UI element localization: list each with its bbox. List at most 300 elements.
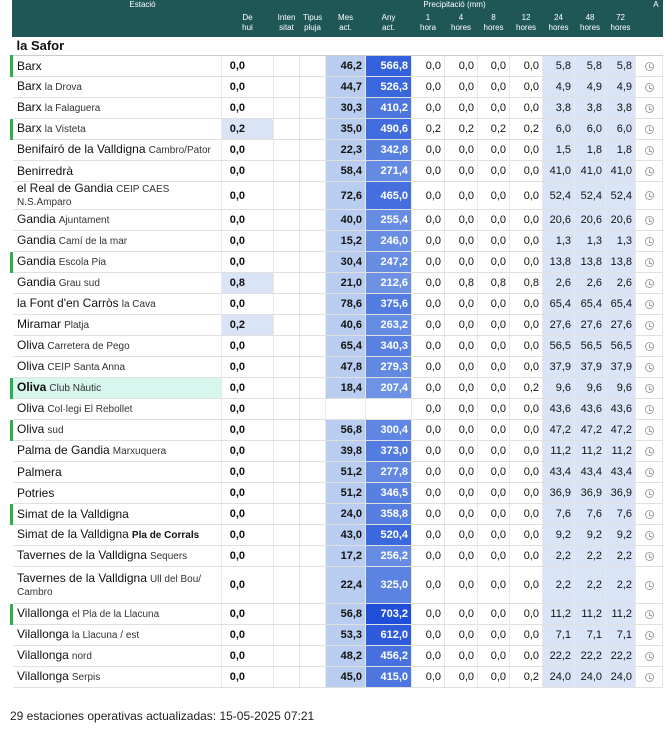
station-name[interactable]: Vilallonga [17, 606, 69, 620]
rain-type-value [300, 231, 326, 252]
month-value: 56,8 [326, 604, 366, 625]
hours-value-6: 11,2 [606, 441, 636, 462]
history-cell[interactable] [636, 119, 663, 140]
hours-value-2: 0,0 [478, 140, 510, 161]
hours-value-6: 11,2 [606, 604, 636, 625]
rain-type-value [300, 315, 326, 336]
year-value: 375,6 [366, 294, 412, 315]
clock-icon[interactable] [645, 62, 654, 71]
hours-value-4: 56,5 [543, 336, 575, 357]
station-name[interactable]: Gandia [17, 233, 56, 247]
station-location: Pla de Corrals [131, 530, 200, 541]
hours-value-5: 47,2 [575, 420, 606, 441]
hours-value-5: 24,0 [575, 667, 606, 688]
hours-value-3: 0,2 [510, 378, 543, 399]
station-name[interactable]: Miramar [17, 317, 61, 331]
hours-value-4: 7,1 [543, 625, 575, 646]
month-value: 30,4 [326, 252, 366, 273]
station-name[interactable]: Barx [17, 79, 42, 93]
clock-icon[interactable] [645, 237, 654, 246]
clock-icon[interactable] [645, 300, 654, 309]
hours-value-5: 52,4 [575, 182, 606, 210]
year-value: 212,6 [366, 273, 412, 294]
hours-value-0: 0,0 [412, 399, 445, 420]
hours-value-1: 0,0 [445, 567, 478, 604]
intensity-value [274, 483, 300, 504]
hours-value-4: 2,2 [543, 567, 575, 604]
year-value: 358,8 [366, 504, 412, 525]
station-name[interactable]: Simat de la Valldigna [17, 506, 129, 521]
history-cell[interactable] [636, 336, 663, 357]
col-header-line1: Inten [277, 13, 296, 22]
hours-value-1: 0,0 [445, 483, 478, 504]
station-name-cell[interactable] [12, 140, 222, 161]
month-value: 72,6 [326, 182, 366, 210]
table-row[interactable] [12, 625, 663, 646]
col-header-10[interactable] [575, 9, 606, 37]
hours-value-6: 47,2 [606, 420, 636, 441]
clock-icon[interactable] [645, 489, 654, 498]
clock-icon[interactable] [645, 146, 654, 155]
station-name-cell[interactable] [12, 294, 222, 315]
station-location: la Falaguera [44, 103, 101, 114]
hours-value-2: 0,0 [478, 378, 510, 399]
rain-type-value [300, 646, 326, 667]
hours-value-2: 0,0 [478, 294, 510, 315]
table-row[interactable] [12, 567, 663, 604]
col-header-5[interactable] [412, 9, 445, 37]
table-row[interactable] [12, 77, 663, 98]
station-name-cell[interactable] [12, 336, 222, 357]
hours-value-0: 0,0 [412, 667, 445, 688]
hours-value-0: 0,0 [412, 252, 445, 273]
hours-value-0: 0,0 [412, 378, 445, 399]
hours-value-1: 0,0 [445, 231, 478, 252]
clock-icon[interactable] [645, 125, 654, 134]
history-cell[interactable] [636, 399, 663, 420]
station-name-cell[interactable] [12, 667, 222, 688]
station-name[interactable]: Barx [17, 100, 42, 114]
hours-value-3: 0,0 [510, 525, 543, 546]
hours-value-5: 65,4 [575, 294, 606, 315]
station-name[interactable]: Benifairó de la Valldigna [17, 142, 146, 156]
hours-value-2: 0,2 [478, 119, 510, 140]
hours-value-1: 0,0 [445, 182, 478, 210]
year-value [366, 399, 412, 420]
today-value: 0,0 [222, 98, 274, 119]
hours-value-0: 0,0 [412, 441, 445, 462]
station-name[interactable]: Oliva [17, 359, 45, 373]
station-name[interactable]: Simat de la Valldigna [17, 527, 129, 541]
table-row[interactable] [12, 182, 663, 210]
hours-value-4: 65,4 [543, 294, 575, 315]
history-cell[interactable] [636, 273, 663, 294]
history-cell[interactable] [636, 667, 663, 688]
station-name-cell[interactable] [12, 567, 222, 604]
station-name-cell[interactable] [12, 378, 222, 399]
clock-icon[interactable] [645, 631, 654, 640]
history-cell[interactable] [636, 56, 663, 77]
station-name-cell[interactable] [12, 182, 222, 210]
table-row[interactable] [12, 604, 663, 625]
month-value: 43,0 [326, 525, 366, 546]
hours-value-0: 0,0 [412, 462, 445, 483]
table-row[interactable] [12, 336, 663, 357]
station-name-cell[interactable] [12, 504, 222, 525]
history-cell[interactable] [636, 462, 663, 483]
hours-value-5: 56,5 [575, 336, 606, 357]
hours-value-3: 0,0 [510, 567, 543, 604]
hours-value-6: 2,2 [606, 546, 636, 567]
today-value: 0,0 [222, 567, 274, 604]
station-name-cell[interactable] [12, 56, 222, 77]
month-value: 40,6 [326, 315, 366, 336]
header-row-top [12, 0, 663, 9]
today-value: 0,0 [222, 483, 274, 504]
table-row[interactable] [12, 210, 663, 231]
hours-value-5: 2,2 [575, 546, 606, 567]
hours-value-0: 0,0 [412, 98, 445, 119]
table-row[interactable] [12, 273, 663, 294]
history-cell[interactable] [636, 77, 663, 98]
hours-value-6: 65,4 [606, 294, 636, 315]
history-cell[interactable] [636, 483, 663, 504]
hours-value-0: 0,0 [412, 182, 445, 210]
history-cell[interactable] [636, 294, 663, 315]
hours-value-5: 2,2 [575, 567, 606, 604]
year-value: 325,0 [366, 567, 412, 604]
history-cell[interactable] [636, 140, 663, 161]
hours-value-6: 13,8 [606, 252, 636, 273]
col-header-3[interactable] [326, 9, 366, 37]
table-row[interactable] [12, 294, 663, 315]
month-value: 58,4 [326, 161, 366, 182]
table-row[interactable] [12, 357, 663, 378]
hours-value-0: 0,0 [412, 504, 445, 525]
station-name-cell[interactable] [12, 77, 222, 98]
station-name[interactable]: Oliva [17, 380, 47, 394]
table-row[interactable] [12, 119, 663, 140]
table-row[interactable] [12, 378, 663, 399]
rain-type-value [300, 182, 326, 210]
hours-value-6: 2,6 [606, 273, 636, 294]
col-header-11[interactable] [606, 9, 636, 37]
station-name-cell[interactable] [12, 462, 222, 483]
month-value: 44,7 [326, 77, 366, 98]
station-name-cell[interactable] [12, 399, 222, 420]
today-value: 0,2 [222, 119, 274, 140]
hours-value-6: 43,4 [606, 462, 636, 483]
clock-icon[interactable] [645, 405, 654, 414]
col-header-1[interactable] [274, 9, 300, 37]
hours-value-1: 0,8 [445, 273, 478, 294]
station-name-cell[interactable] [12, 357, 222, 378]
clock-icon[interactable] [645, 191, 654, 200]
station-name[interactable]: Potries [17, 485, 55, 500]
station-name-cell[interactable] [12, 98, 222, 119]
hours-value-3: 0,0 [510, 504, 543, 525]
station-name-cell[interactable] [12, 646, 222, 667]
station-name-cell[interactable] [12, 273, 222, 294]
col-header-8[interactable] [510, 9, 543, 37]
hours-value-0: 0,0 [412, 625, 445, 646]
col-header-line1: Tipus [302, 13, 323, 22]
clock-icon[interactable] [645, 258, 654, 267]
hours-value-3: 0,0 [510, 357, 543, 378]
table-row[interactable] [12, 441, 663, 462]
clock-icon[interactable] [645, 610, 654, 619]
table-row[interactable] [12, 98, 663, 119]
station-name[interactable]: Gandia [17, 275, 56, 289]
hours-value-5: 27,6 [575, 315, 606, 336]
table-row[interactable] [12, 399, 663, 420]
station-name-cell[interactable] [12, 161, 222, 182]
hours-value-5: 3,8 [575, 98, 606, 119]
intensity-value [274, 546, 300, 567]
col-header-line2: pluja [304, 23, 321, 32]
table-row[interactable] [12, 161, 663, 182]
history-cell[interactable] [636, 252, 663, 273]
col-header-line1: Mes [337, 13, 354, 22]
station-name-cell[interactable] [12, 231, 222, 252]
clock-icon[interactable] [645, 652, 654, 661]
year-value: 520,4 [366, 525, 412, 546]
station-name[interactable]: Oliva [17, 401, 45, 415]
clock-icon[interactable] [645, 581, 654, 590]
clock-icon[interactable] [645, 342, 654, 351]
station-name-cell[interactable] [12, 210, 222, 231]
station-name-cell[interactable] [12, 604, 222, 625]
history-cell[interactable] [636, 604, 663, 625]
table-row[interactable] [12, 420, 663, 441]
month-value: 30,3 [326, 98, 366, 119]
table-row[interactable] [12, 546, 663, 567]
today-value: 0,0 [222, 336, 274, 357]
station-name[interactable]: Barx [17, 121, 42, 135]
hours-value-2: 0,8 [478, 273, 510, 294]
hours-value-6: 52,4 [606, 182, 636, 210]
station-name[interactable]: Barx [17, 58, 42, 73]
history-cell[interactable] [636, 646, 663, 667]
station-name[interactable]: Palma de Gandia [17, 443, 110, 457]
hours-value-3: 0,0 [510, 625, 543, 646]
hours-value-0: 0,0 [412, 315, 445, 336]
hours-value-5: 1,8 [575, 140, 606, 161]
station-location: Camí de la mar [58, 236, 128, 247]
station-name-cell[interactable] [12, 625, 222, 646]
rain-type-value [300, 525, 326, 546]
clock-icon[interactable] [645, 104, 654, 113]
history-cell[interactable] [636, 378, 663, 399]
hours-value-5: 7,6 [575, 504, 606, 525]
year-value: 300,4 [366, 420, 412, 441]
month-value: 40,0 [326, 210, 366, 231]
hours-value-1: 0,0 [445, 399, 478, 420]
col-header-4[interactable] [366, 9, 412, 37]
station-name[interactable]: Gandia [17, 212, 56, 226]
clock-icon[interactable] [645, 468, 654, 477]
table-row[interactable] [12, 462, 663, 483]
hours-value-6: 2,2 [606, 567, 636, 604]
history-cell[interactable] [636, 161, 663, 182]
history-cell[interactable] [636, 315, 663, 336]
table-row[interactable] [12, 667, 663, 688]
station-name[interactable]: Gandia [17, 254, 56, 268]
history-cell[interactable] [636, 625, 663, 646]
year-value: 277,8 [366, 462, 412, 483]
station-name[interactable]: Vilallonga [17, 669, 69, 683]
clock-icon[interactable] [645, 426, 654, 435]
year-value: 340,3 [366, 336, 412, 357]
history-cell[interactable] [636, 441, 663, 462]
hours-value-5: 9,2 [575, 525, 606, 546]
hours-value-3: 0,0 [510, 420, 543, 441]
history-cell[interactable] [636, 525, 663, 546]
hours-value-2: 0,0 [478, 625, 510, 646]
history-cell[interactable] [636, 182, 663, 210]
hours-value-1: 0,0 [445, 210, 478, 231]
col-header-line1: 12 [521, 13, 531, 22]
col-header-line2: act. [339, 23, 352, 32]
history-cell[interactable] [636, 98, 663, 119]
station-name[interactable]: Oliva [17, 422, 45, 436]
hours-value-2: 0,0 [478, 77, 510, 98]
hours-value-0: 0,0 [412, 525, 445, 546]
col-header-2[interactable] [300, 9, 326, 37]
station-name-cell[interactable] [12, 546, 222, 567]
hours-value-1: 0,0 [445, 56, 478, 77]
clock-icon[interactable] [645, 673, 654, 682]
hours-value-2: 0,0 [478, 420, 510, 441]
month-value: 51,2 [326, 462, 366, 483]
station-name[interactable]: la Font d'en Carròs [17, 296, 119, 310]
station-name[interactable]: Vilallonga [17, 627, 69, 641]
month-value: 65,4 [326, 336, 366, 357]
col-header-line1: 4 [458, 13, 464, 22]
hours-value-3: 0,0 [510, 604, 543, 625]
clock-icon[interactable] [645, 510, 654, 519]
station-name-cell[interactable] [12, 483, 222, 504]
station-name[interactable]: Tavernes de la Valldigna [17, 570, 147, 585]
hours-value-0: 0,0 [412, 77, 445, 98]
history-cell[interactable] [636, 420, 663, 441]
today-value: 0,0 [222, 625, 274, 646]
hours-value-4: 41,0 [543, 161, 575, 182]
history-cell[interactable] [636, 357, 663, 378]
station-name-cell[interactable] [12, 420, 222, 441]
history-cell[interactable] [636, 231, 663, 252]
station-name-cell[interactable] [12, 252, 222, 273]
col-header-line2: hui [242, 23, 253, 32]
clock-icon[interactable] [645, 321, 654, 330]
table-row[interactable] [12, 646, 663, 667]
clock-icon[interactable] [645, 83, 654, 92]
clock-icon[interactable] [645, 363, 654, 372]
table-row[interactable] [12, 504, 663, 525]
hours-value-3: 0,0 [510, 441, 543, 462]
intensity-value [274, 56, 300, 77]
clock-icon[interactable] [645, 447, 654, 456]
hours-value-3: 0,8 [510, 273, 543, 294]
today-value: 0,0 [222, 462, 274, 483]
clock-icon[interactable] [645, 216, 654, 225]
station-name[interactable]: Oliva [17, 338, 45, 352]
station-name[interactable]: Vilallonga [17, 648, 69, 662]
table-row[interactable] [12, 525, 663, 546]
rain-type-value [300, 140, 326, 161]
year-value: 246,0 [366, 231, 412, 252]
hours-value-6: 9,6 [606, 378, 636, 399]
station-name[interactable]: Tavernes de la Valldigna [17, 548, 147, 562]
hours-value-5: 13,8 [575, 252, 606, 273]
col-header-7[interactable] [478, 9, 510, 37]
hours-value-6: 9,2 [606, 525, 636, 546]
month-value: 22,3 [326, 140, 366, 161]
station-name[interactable]: Benirredrà [17, 163, 74, 178]
rain-type-value [300, 294, 326, 315]
table-row[interactable] [12, 140, 663, 161]
history-cell[interactable] [636, 210, 663, 231]
station-name[interactable]: Palmera [17, 464, 62, 479]
month-value: 51,2 [326, 483, 366, 504]
hours-value-3: 0,0 [510, 646, 543, 667]
history-cell[interactable] [636, 504, 663, 525]
clock-icon[interactable] [645, 167, 654, 176]
year-value: 465,0 [366, 182, 412, 210]
table-row[interactable] [12, 252, 663, 273]
station-name-cell[interactable] [12, 315, 222, 336]
intensity-value [274, 399, 300, 420]
hours-value-5: 4,9 [575, 77, 606, 98]
hours-value-0: 0,2 [412, 119, 445, 140]
today-value: 0,8 [222, 273, 274, 294]
table-row[interactable] [12, 56, 663, 77]
year-value: 247,2 [366, 252, 412, 273]
table-row[interactable] [12, 483, 663, 504]
col-header-6[interactable] [445, 9, 478, 37]
table-row[interactable] [12, 231, 663, 252]
table-row[interactable] [12, 315, 663, 336]
col-header-0[interactable] [222, 9, 274, 37]
rain-type-value [300, 504, 326, 525]
today-value: 0,0 [222, 504, 274, 525]
clock-icon[interactable] [645, 384, 654, 393]
history-cell[interactable] [636, 546, 663, 567]
history-cell[interactable] [636, 567, 663, 604]
month-value: 45,0 [326, 667, 366, 688]
clock-icon[interactable] [645, 531, 654, 540]
clock-icon[interactable] [645, 279, 654, 288]
rain-type-value [300, 119, 326, 140]
hours-value-3: 0,0 [510, 399, 543, 420]
month-value: 15,2 [326, 231, 366, 252]
year-value: 207,4 [366, 378, 412, 399]
hours-value-4: 2,2 [543, 546, 575, 567]
hours-value-1: 0,0 [445, 336, 478, 357]
rain-type-value [300, 462, 326, 483]
year-value: 456,2 [366, 646, 412, 667]
station-name[interactable]: el Real de Gandia [17, 181, 114, 195]
station-location: sud [47, 425, 64, 436]
station-name-cell[interactable] [12, 441, 222, 462]
station-name-cell[interactable] [12, 119, 222, 140]
month-value: 24,0 [326, 504, 366, 525]
col-header-9[interactable] [543, 9, 575, 37]
station-location: Ajuntament [58, 215, 110, 226]
station-name-cell[interactable] [12, 525, 222, 546]
clock-icon[interactable] [645, 552, 654, 561]
estacio-header[interactable]: Estació [12, 0, 274, 9]
